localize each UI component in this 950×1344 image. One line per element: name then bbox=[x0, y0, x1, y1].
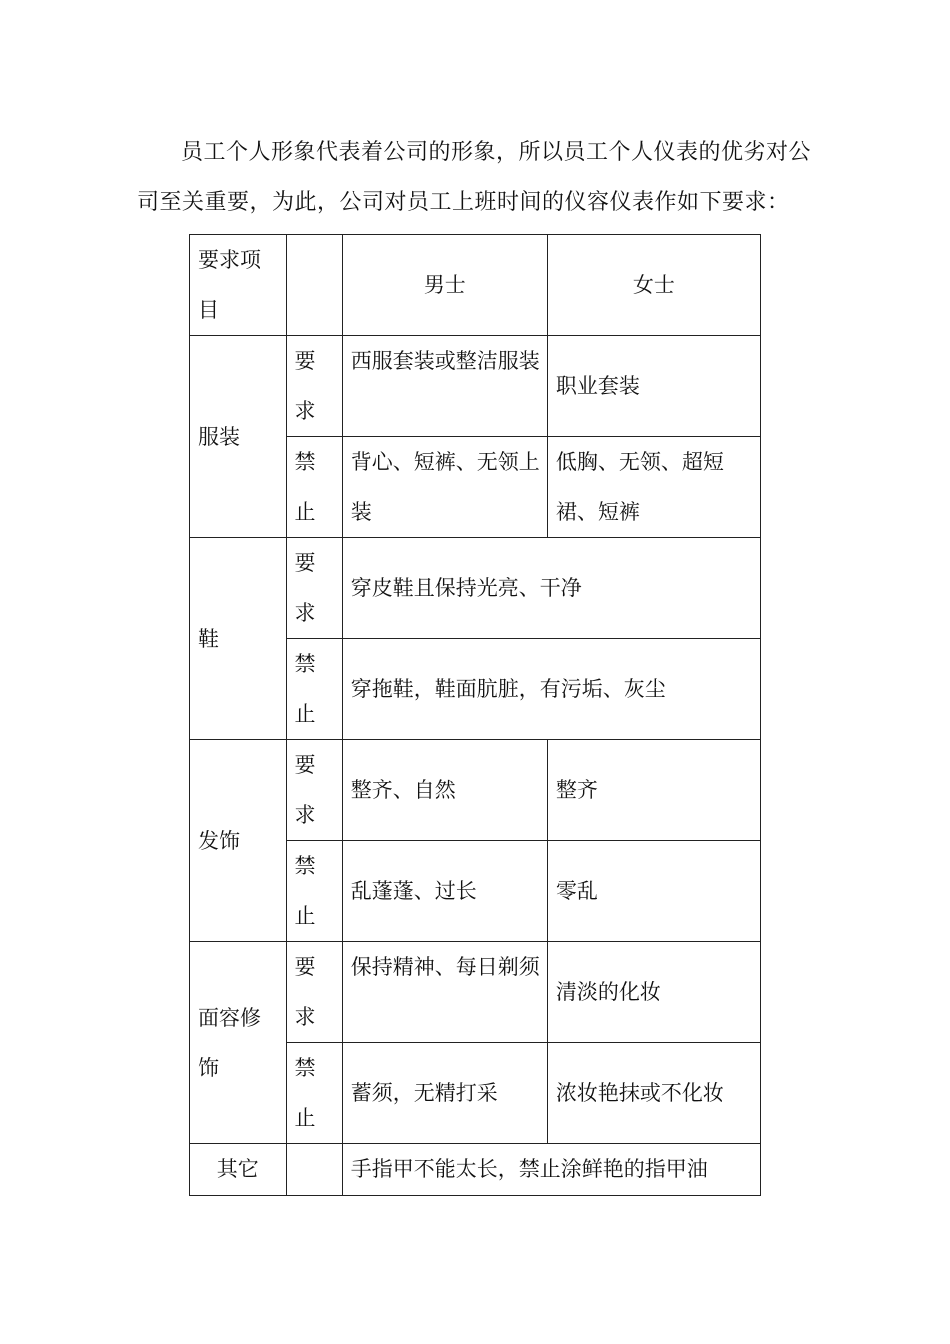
require-label: 要求 bbox=[286, 942, 342, 1043]
forbid-label: 禁止 bbox=[286, 639, 342, 740]
header-item: 要求项目 bbox=[190, 235, 287, 336]
clothing-forbid-female: 低胸、无领、超短裙、短裤 bbox=[547, 437, 760, 538]
hair-forbid-male: 乱蓬蓬、过长 bbox=[342, 841, 547, 942]
face-forbid-female: 浓妆艳抹或不化妆 bbox=[547, 1043, 760, 1144]
header-male: 男士 bbox=[342, 235, 547, 336]
face-require-male: 保持精神、每日剃须 bbox=[342, 942, 547, 1043]
require-label: 要求 bbox=[286, 740, 342, 841]
hair-require-female: 整齐 bbox=[547, 740, 760, 841]
shoes-label: 鞋 bbox=[190, 538, 287, 740]
clothing-require-male: 西服套装或整洁服装 bbox=[342, 336, 547, 437]
forbid-label: 禁止 bbox=[286, 1043, 342, 1144]
hair-require-row bbox=[190, 740, 761, 841]
face-label: 面容修饰 bbox=[190, 942, 287, 1144]
intro-text: 员工个人形象代表着公司的形象，所以员工个人仪表的优劣对公司至关重要，为此，公司对员工上班时间的仪容仪表作如下要求： bbox=[137, 140, 812, 215]
other-row bbox=[190, 1144, 761, 1196]
hair-label: 发饰 bbox=[190, 740, 287, 942]
header-row bbox=[190, 235, 761, 336]
other-blank bbox=[286, 1144, 342, 1196]
shoes-require-row bbox=[190, 538, 761, 639]
clothing-require-row bbox=[190, 336, 761, 437]
header-female: 女士 bbox=[547, 235, 760, 336]
header-blank bbox=[286, 235, 342, 336]
hair-require-male: 整齐、自然 bbox=[342, 740, 547, 841]
other-text: 手指甲不能太长，禁止涂鲜艳的指甲油 bbox=[342, 1144, 760, 1196]
face-require-female: 清淡的化妆 bbox=[547, 942, 760, 1043]
forbid-label: 禁止 bbox=[286, 841, 342, 942]
dress-code-table bbox=[189, 234, 761, 1196]
shoes-forbid: 穿拖鞋，鞋面肮脏，有污垢、灰尘 bbox=[342, 639, 760, 740]
require-label: 要求 bbox=[286, 336, 342, 437]
face-forbid-male: 蓄须，无精打采 bbox=[342, 1043, 547, 1144]
shoes-require: 穿皮鞋且保持光亮、干净 bbox=[342, 538, 760, 639]
intro-paragraph bbox=[137, 128, 817, 228]
other-label: 其它 bbox=[190, 1144, 287, 1196]
clothing-forbid-male: 背心、短裤、无领上装 bbox=[342, 437, 547, 538]
forbid-label: 禁止 bbox=[286, 437, 342, 538]
face-require-row bbox=[190, 942, 761, 1043]
hair-forbid-female: 零乱 bbox=[547, 841, 760, 942]
require-label: 要求 bbox=[286, 538, 342, 639]
clothing-label: 服装 bbox=[190, 336, 287, 538]
clothing-require-female: 职业套装 bbox=[547, 336, 760, 437]
